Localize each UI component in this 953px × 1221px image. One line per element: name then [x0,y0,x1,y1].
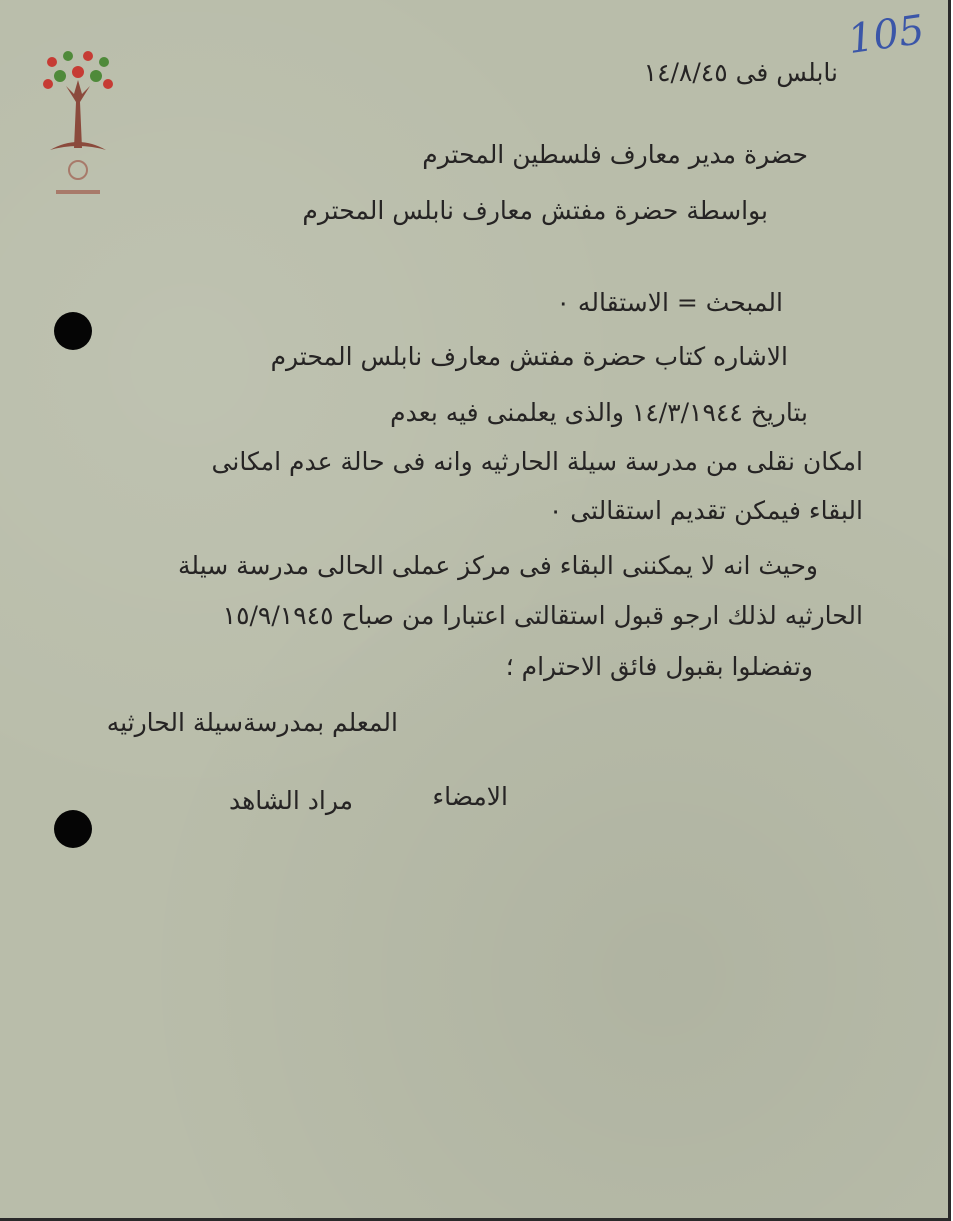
punch-hole-top [54,312,92,350]
subject-line: المبحث = الاستقاله ٠ [556,288,783,317]
paragraph-2-line-1: وحيث انه لا يمكننى البقاء فى مركز عملى الحالى مدرسة سيلة [178,551,818,580]
addressee: حضرة مدير معارف فلسطين المحترم [422,140,808,169]
paragraph-2-line-2: الحارثيه لذلك ارجو قبول استقالتى اعتبارا من صباح ١٥/٩/١٩٤٥ [222,601,863,630]
place-date: نابلس فى ١٤/٨/٤٥ [643,58,838,87]
sender-title: المعلم بمدرسةسيلة الحارثيه [106,708,398,737]
paragraph-1-line-3: البقاء فيمكن تقديم استقالتى ٠ [548,496,863,525]
paragraph-1-line-1: بتاريخ ١٤/٣/١٩٤٤ والذى يعلمنى فيه بعدم [390,398,808,427]
paragraph-1-line-2: امكان نقلى من مدرسة سيلة الحارثيه وانه فى حالة عدم امكانى [211,447,863,476]
archive-tree-logo [38,50,118,205]
signature-label: الامضاء [432,782,508,811]
page-number: 105 [844,6,927,64]
via-line: بواسطة حضرة مفتش معارف نابلس المحترم [302,196,768,225]
punch-hole-bottom [54,810,92,848]
paragraph-2-line-3: وتفضلوا بقبول فائق الاحترام ؛ [505,652,813,681]
reference-line: الاشاره كتاب حضرة مفتش معارف نابلس المحترم [270,342,788,371]
signature-name: مراد الشاهد [229,786,353,815]
